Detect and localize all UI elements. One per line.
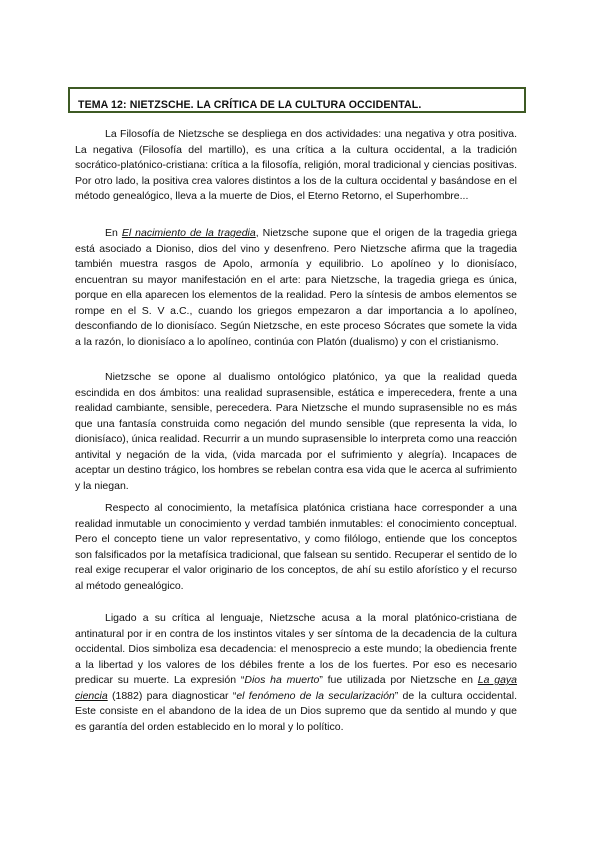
- paragraph-intro: [75, 127, 517, 205]
- paragraph-morality-a: Ligado a su crítica al lenguaje, Nietzsche acusa a la moral platónico-cristiana de antinatural por ir en contra de los instintos vitales y ser síntoma de la decadencia de la cultura occidental. Dios simboliza esa decadencia: el menosprecio a este mundo; la obediencia frente a la libertad y los valores de los débiles frente a los de los fuertes. Por eso es necesario predicar su muerte. La expresión “: [75, 612, 517, 686]
- paragraph-dualism: [75, 370, 517, 494]
- paragraph-morality: [75, 611, 517, 735]
- page-title: TEMA 12: NIETZSCHE. LA CRÍTICA DE LA CULTURA OCCIDENTAL.: [78, 99, 422, 111]
- paragraph-dualism-text: Nietzsche se opone al dualismo ontológico platónico, ya que la realidad queda escindida en dos ámbitos: una realidad suprasensible, estática e imperecedera, frente a una realidad cambiante, sensible, perecedera. Para Nietzsche el mundo suprasensible no es más que una fantasía construida como negación del mundo sensible (que representa la vida, lo dionisíaco), única realidad. Recurrir a un mundo suprasensible lo interpreta como una reacción antivital y negación de la vida, (vida marcada por el sufrimiento y alegría). Incapaces de aceptar un destino trágico, los hombres se rebelan contra esa vida que le acerca al sufrimiento y la niegan.: [75, 371, 517, 492]
- quote-dios-ha-muerto: Dios ha muerto: [244, 674, 320, 686]
- title-box: [68, 87, 526, 113]
- paragraph-tragedy: [75, 226, 517, 350]
- paragraph-knowledge-text: Respecto al conocimiento, la metafísica platónica cristiana hace corresponder a una realidad inmutable un conocimiento y verdad también inmutables: el conocimiento conceptual. Pero el concepto tiene un valor representativo, y como filólogo, entiende que los conceptos son falsificados por la metafísica tradicional, que falsean su sentido. Recuperar el sentido de lo real exige recuperar el valor originario de los conceptos, de ahí su estilo aforístico y el recurso al método genealógico.: [75, 502, 517, 592]
- paragraph-morality-c: (1882) para diagnosticar “: [107, 689, 237, 702]
- work-title-gaya-ciencia: La gaya ciencia: [75, 674, 518, 702]
- paragraph-tragedy-pre: En: [105, 227, 122, 239]
- paragraph-intro-text: La Filosofía de Nietzsche se despliega en dos actividades: una negativa y otra positiva. La negativa (Filosofía del martillo), es una crítica a la cultura occidental, a la tradición socrático-platónico-cristiana: crítica a la filosofía, religión, moral tradicional y ciencias positivas. Por otro lado, la positiva crea valores distintos a los de la cultura occidental y basándose en el método genealógico, lleva a la muerte de Dios, el Eterno Retorno, el Superhombre...: [75, 128, 517, 202]
- paragraph-tragedy-text: , Nietzsche supone que el origen de la tragedia griega está asociado a Dioniso, dios del vino y desenfreno. Pero Nietzsche afirma que la tragedia también muestra rasgos de Apolo, armonía y equilibrio. Lo apolíneo y lo dionisíaco, encuentran su mayor manifestación en el arte: para Nietzsche, la tragedia griega es única, porque en ella aparecen los elementos de la realidad. Pero la síntesis de ambos elementos se rompe en el S. V a.C., cuando los griegos empezaron a dar importancia a lo apolíneo, desconfiando de lo dionisíaco. Según Nietzsche, en este proceso Sócrates que somete la vida a la razón, lo dionisíaco a lo apolíneo, continúa con Platón (dualismo) y con el cristianismo.: [75, 227, 517, 348]
- paragraph-knowledge: [75, 501, 517, 594]
- paragraph-morality-d: ” de la cultura occidental. Este consiste en el abandono de la idea de un Dios supremo que da sentido al mundo y que es garantía del orden establecido en lo moral y lo político.: [75, 689, 517, 733]
- quote-secularizacion: el fenómeno de la secularización: [236, 689, 395, 702]
- paragraph-morality-b: ” fue utilizada por Nietzsche en: [319, 674, 478, 686]
- work-title-nacimiento: El nacimiento de la tragedia: [121, 227, 256, 239]
